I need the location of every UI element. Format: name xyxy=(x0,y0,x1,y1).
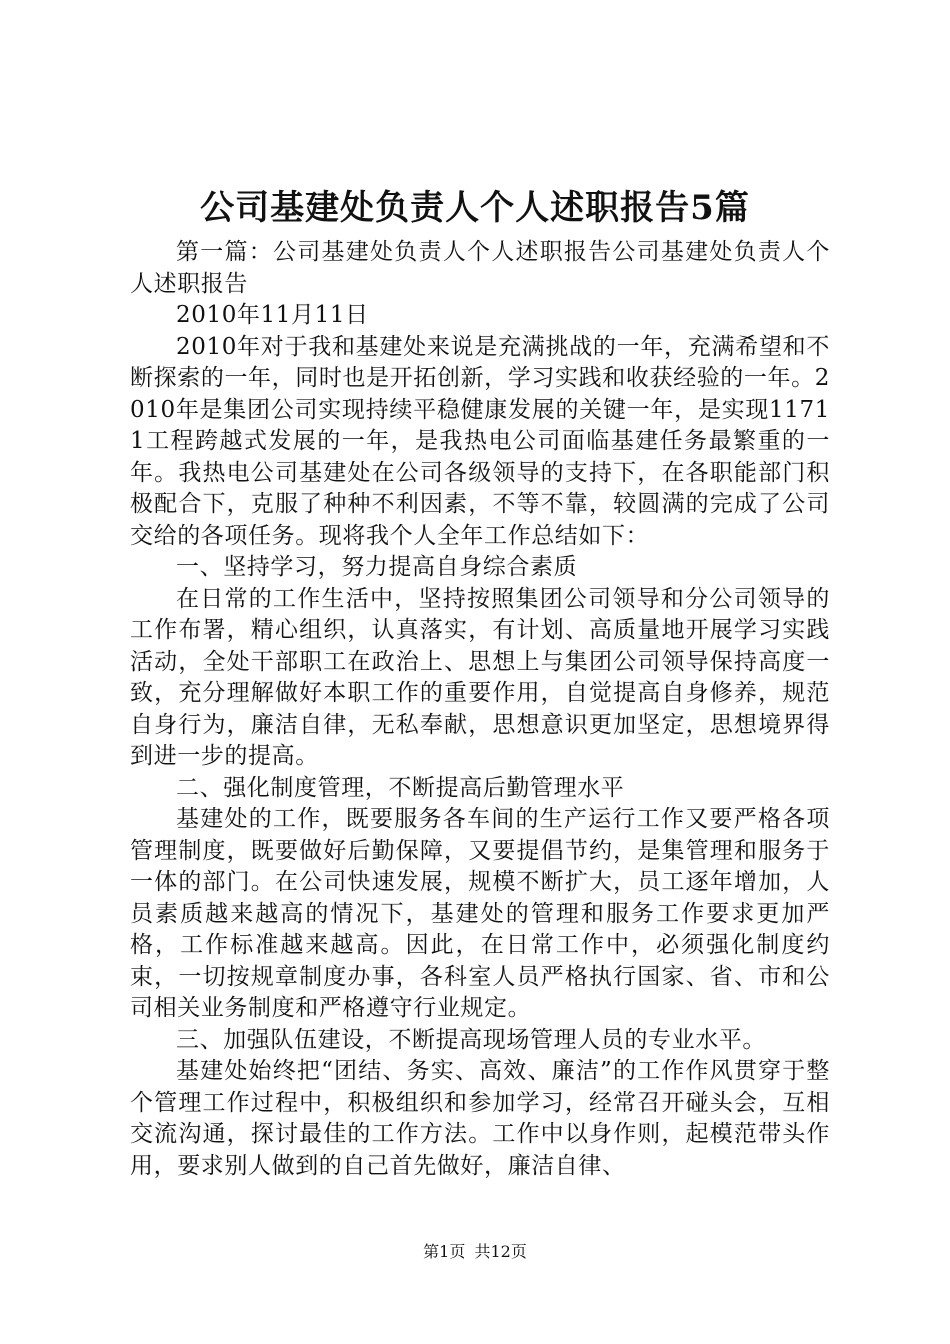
page-total: 共12页 xyxy=(474,1242,527,1261)
section-heading-1: 一、坚持学习，努力提高自身综合素质 xyxy=(176,554,578,580)
paragraph-heading-first: 第一篇：公司基建处负责人个人述职报告公司基建处负责人个人述职报告 xyxy=(130,239,830,297)
paragraph-date: 2010年11月11日 xyxy=(176,302,369,328)
page-footer xyxy=(0,1240,950,1264)
paragraph-section-3: 基建处始终把“团结、务实、高效、廉洁”的工作作风贯穿于整个管理工作过程中，积极组织和参加学习，经常召开碰头会，互相交流沟通，探讨最佳的工作方法。工作中以身作则，起模范带头作用，要求别人做到的自己首先做好，廉洁自律、 xyxy=(130,1058,830,1179)
paragraph-intro: 2010年对于我和基建处来说是充满挑战的一年，充满希望和不断探索的一年，同时也是开拓创新，学习实践和收获经验的一年。2010年是集团公司实现持续平稳健康发展的关键一年，是实现11711工程跨越式发展的一年，是我热电公司面临基建任务最繁重的一年。我热电公司基建处在公司各级领导的支持下，在各职能部门积极配合下，克服了种种不利因素，不等不靠，较圆满的完成了公司交给的各项任务。现将我个人全年工作总结如下： xyxy=(130,333,830,549)
document-title: 公司基建处负责人个人述职报告5篇 xyxy=(200,188,750,228)
paragraph-section-2: 基建处的工作，既要服务各车间的生产运行工作又要严格各项管理制度，既要做好后勤保障，又要提倡节约，是集管理和服务于一体的部门。在公司快速发展，规模不断扩大，员工逐年增加，人员素质越来越高的情况下，基建处的管理和服务工作要求更加严格，工作标准越来越高。因此，在日常工作中，必须强化制度约束，一切按规章制度办事，各科室人员严格执行国家、省、市和公司相关业务制度和严格遵守行业规定。 xyxy=(130,806,830,1021)
document-body xyxy=(130,237,830,1182)
section-heading-3: 三、加强队伍建设，不断提高现场管理人员的专业水平。 xyxy=(176,1026,766,1053)
page-number: 第1页 xyxy=(423,1242,466,1261)
paragraph-section-1: 在日常的工作生活中，坚持按照集团公司领导和分公司领导的工作布署，精心组织，认真落实，有计划、高质量地开展学习实践活动，全处干部职工在政治上、思想上与集团公司领导保持高度一致，充分理解做好本职工作的重要作用，自觉提高自身修养，规范自身行为，廉洁自律，无私奉献，思想意识更加坚定，思想境界得到进一步的提高。 xyxy=(130,585,830,769)
section-heading-2: 二、强化制度管理，不断提高后勤管理水平 xyxy=(176,774,625,801)
